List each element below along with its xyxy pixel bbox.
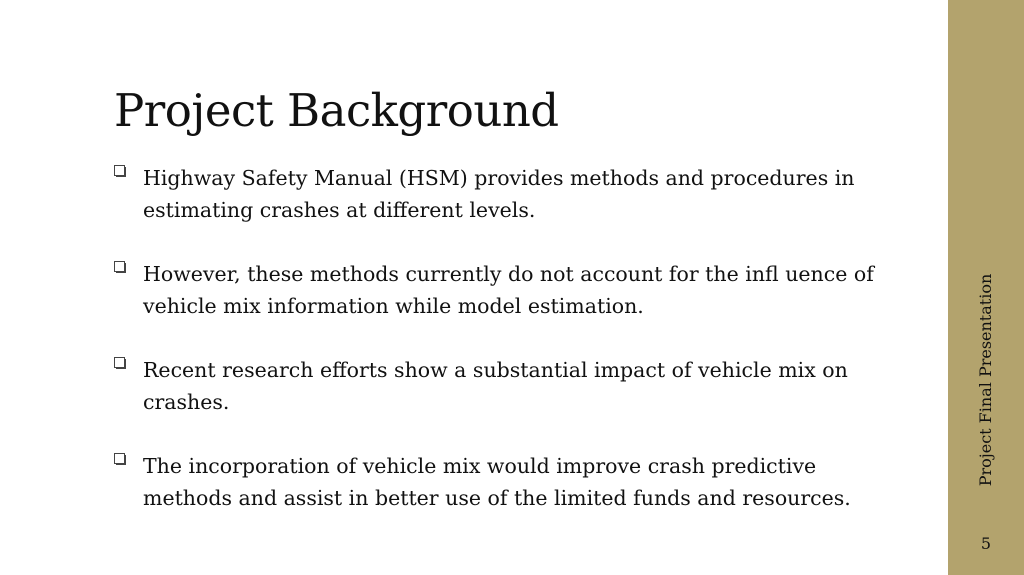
bullet-text: Recent research efforts show a substantial impact of vehicle mix on crashes. — [143, 358, 848, 414]
bullet-item — [114, 258, 914, 322]
checkbox-square-icon — [114, 261, 127, 274]
bullet-item — [114, 354, 914, 418]
bullet-text: However, these methods currently do not account for the infl uence of vehicle mix information while model estimation. — [143, 262, 874, 318]
presentation-label: Project Final Presentation — [976, 273, 995, 487]
bullet-item — [114, 162, 914, 226]
bullet-item — [114, 450, 914, 514]
bullet-text: Highway Safety Manual (HSM) provides methods and procedures in estimating crashes at different levels. — [143, 166, 855, 222]
slide-title: Project Background — [114, 84, 559, 137]
page-number: 5 — [980, 534, 992, 553]
bullet-list — [114, 162, 914, 546]
checkbox-square-icon — [114, 165, 127, 178]
bullet-text: The incorporation of vehicle mix would improve crash predictive methods and assist in better use of the limited funds and resources. — [143, 454, 851, 510]
checkbox-square-icon — [114, 453, 127, 466]
checkbox-square-icon — [114, 357, 127, 370]
